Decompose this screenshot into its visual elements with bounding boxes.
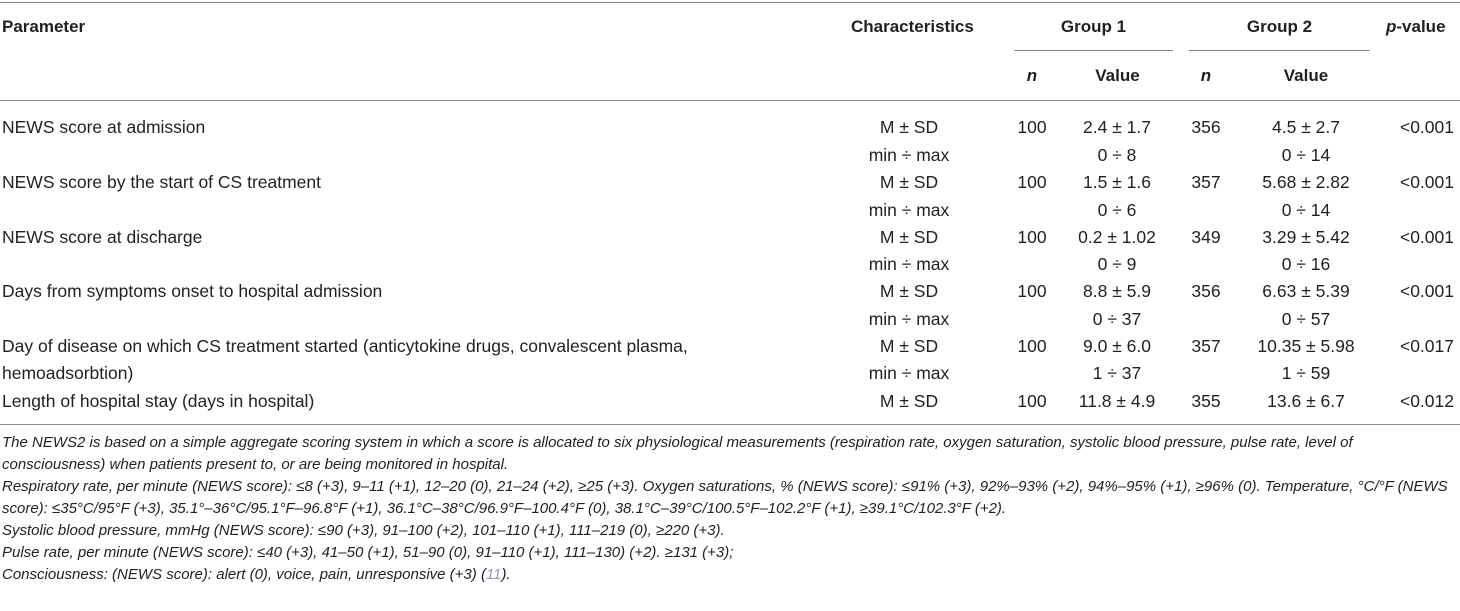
row-6-parameter: Length of hospital stay (days in hospital) bbox=[2, 391, 315, 411]
row-3-group2-n: 349 bbox=[1191, 227, 1221, 247]
row-4-group1-value: 8.8 ± 5.9 bbox=[1083, 281, 1151, 301]
row-5-group2-n: 357 bbox=[1191, 336, 1221, 356]
row-1-group1-range: 0 ÷ 8 bbox=[1097, 145, 1137, 165]
row-4-m-sd-label: M ± SD bbox=[879, 281, 939, 301]
row-2-parameter: NEWS score by the start of CS treatment bbox=[2, 172, 321, 192]
footnote-consciousness bbox=[2, 564, 1460, 586]
row-4-group2-n: 356 bbox=[1191, 281, 1221, 301]
row-2-pvalue: <0.001 bbox=[1399, 172, 1454, 192]
group2-underline bbox=[1189, 50, 1370, 51]
row-5-group1-value: 9.0 ± 6.0 bbox=[1083, 336, 1151, 356]
row-4-group1-range: 0 ÷ 37 bbox=[1092, 309, 1142, 329]
row-6-group1-n: 100 bbox=[1017, 391, 1047, 411]
row-4-group2-range: 0 ÷ 57 bbox=[1281, 309, 1331, 329]
row-3-group1-n: 100 bbox=[1017, 227, 1047, 247]
row-2-m-sd-label: M ± SD bbox=[879, 172, 939, 192]
row-6-pvalue: <0.012 bbox=[1399, 391, 1454, 411]
header-characteristics: Characteristics bbox=[851, 17, 974, 36]
row-1-m-sd-label: M ± SD bbox=[879, 117, 939, 137]
row-2-group2-range: 0 ÷ 14 bbox=[1281, 200, 1331, 220]
footnote-pulse-rate: Pulse rate, per minute (NEWS score): ≤40 (+3), 41–50 (+1), 51–90 (0), 91–110 (+1), 111–130) (+2). ≥131 (+3); bbox=[2, 544, 734, 561]
row-3-pvalue: <0.001 bbox=[1399, 227, 1454, 247]
row-5-group2-value: 10.35 ± 5.98 bbox=[1257, 336, 1355, 356]
header-parameter: Parameter bbox=[2, 17, 86, 36]
row-1-group1-n: 100 bbox=[1017, 117, 1047, 137]
row-1-group1-value: 2.4 ± 1.7 bbox=[1083, 117, 1151, 137]
header-pvalue bbox=[1386, 17, 1446, 37]
row-5-group2-range: 1 ÷ 59 bbox=[1281, 363, 1331, 383]
row-6-m-sd-label: M ± SD bbox=[879, 391, 939, 411]
row-3-min-max-label: min ÷ max bbox=[868, 254, 950, 274]
header-pvalue-p: p bbox=[1386, 17, 1397, 36]
header-group1-n: n bbox=[1026, 66, 1038, 85]
row-3-group1-range: 0 ÷ 9 bbox=[1097, 254, 1137, 274]
header-group2: Group 2 bbox=[1246, 17, 1313, 36]
footnote-consciousness-text: Consciousness: (NEWS score): alert (0), voice, pain, unresponsive (+3) ( bbox=[2, 566, 486, 583]
row-5-min-max-label: min ÷ max bbox=[868, 363, 950, 383]
row-2-group2-n: 357 bbox=[1191, 172, 1221, 192]
row-6-group2-value: 13.6 ± 6.7 bbox=[1267, 391, 1345, 411]
row-1-group2-n: 356 bbox=[1191, 117, 1221, 137]
row-3-group2-range: 0 ÷ 16 bbox=[1281, 254, 1331, 274]
header-group1-value: Value bbox=[1095, 66, 1140, 85]
row-3-m-sd-label: M ± SD bbox=[879, 227, 939, 247]
row-3-parameter: NEWS score at discharge bbox=[2, 227, 203, 247]
row-1-min-max-label: min ÷ max bbox=[868, 145, 950, 165]
row-5-group1-n: 100 bbox=[1017, 336, 1047, 356]
reference-link-11[interactable]: 11 bbox=[485, 566, 502, 583]
row-4-min-max-label: min ÷ max bbox=[868, 309, 950, 329]
header-bottom-rule bbox=[0, 100, 1460, 101]
table-footnotes bbox=[2, 432, 1460, 586]
footnote-systolic-pressure: Systolic blood pressure, mmHg (NEWS score): ≤90 (+3), 91–100 (+2), 101–110 (+1), 111–219 (0), ≥220 (+3). bbox=[2, 522, 725, 539]
row-4-pvalue: <0.001 bbox=[1399, 281, 1454, 301]
row-6-group1-value: 11.8 ± 4.9 bbox=[1078, 391, 1156, 411]
row-2-group1-n: 100 bbox=[1017, 172, 1047, 192]
row-1-parameter: NEWS score at admission bbox=[2, 117, 206, 137]
row-5-m-sd-label: M ± SD bbox=[879, 336, 939, 356]
row-5-pvalue: <0.017 bbox=[1399, 336, 1454, 356]
row-3-group1-value: 0.2 ± 1.02 bbox=[1078, 227, 1156, 247]
row-6-group2-n: 355 bbox=[1191, 391, 1221, 411]
table-bottom-rule bbox=[0, 424, 1460, 425]
row-2-group2-value: 5.68 ± 2.82 bbox=[1262, 172, 1350, 192]
row-1-group2-range: 0 ÷ 14 bbox=[1281, 145, 1331, 165]
row-4-group1-n: 100 bbox=[1017, 281, 1047, 301]
row-5-group1-range: 1 ÷ 37 bbox=[1092, 363, 1142, 383]
row-4-group2-value: 6.63 ± 5.39 bbox=[1262, 281, 1350, 301]
row-3-group2-value: 3.29 ± 5.42 bbox=[1262, 227, 1350, 247]
header-group1: Group 1 bbox=[1060, 17, 1127, 36]
row-2-min-max-label: min ÷ max bbox=[868, 200, 950, 220]
header-group2-n: n bbox=[1200, 66, 1212, 85]
row-4-parameter: Days from symptoms onset to hospital admission bbox=[2, 281, 383, 301]
top-rule bbox=[0, 2, 1460, 3]
row-1-pvalue: <0.001 bbox=[1399, 117, 1454, 137]
row-1-group2-value: 4.5 ± 2.7 bbox=[1272, 117, 1340, 137]
row-2-group1-range: 0 ÷ 6 bbox=[1097, 200, 1137, 220]
footnote-news2-description: The NEWS2 is based on a simple aggregate scoring system in which a score is allocated to six physiological measurements (respiration rate, oxygen saturation, systolic blood pressure, pulse rate, level of consciousness) when patients present to, or are being monitored in hospital. bbox=[2, 434, 1353, 473]
footnote-respiratory-oxygen-temperature: Respiratory rate, per minute (NEWS score): ≤8 (+3), 9–11 (+1), 12–20 (0), 21–24 (+2), ≥25 (+3). Oxygen saturations, % (NEWS score): ≤91% (+3), 92%–93% (+2), 94%–95% (+1), ≥96% (0). Temperature, °C/°F (NEWS score): ≤35°C/95°F (+3), 35.1°–36°C/95.1°F–96.8°F (+1), 36.1°C–38°C/96.9°F–100.4°F (0), 38.1°C–39°C/100.5°F–102.2°F (+1), ≥39.1°C/102.3°F (+2). bbox=[2, 478, 1448, 517]
row-2-group1-value: 1.5 ± 1.6 bbox=[1083, 172, 1151, 192]
footnote-consciousness-end: ). bbox=[501, 566, 511, 583]
header-group2-value: Value bbox=[1283, 66, 1329, 85]
header-pvalue-rest: -value bbox=[1396, 17, 1446, 36]
row-5-parameter-line2: hemoadsorbtion) bbox=[2, 363, 134, 383]
group1-underline bbox=[1014, 50, 1173, 51]
row-5-parameter: Day of disease on which CS treatment started (anticytokine drugs, convalescent plasma, bbox=[2, 336, 688, 356]
